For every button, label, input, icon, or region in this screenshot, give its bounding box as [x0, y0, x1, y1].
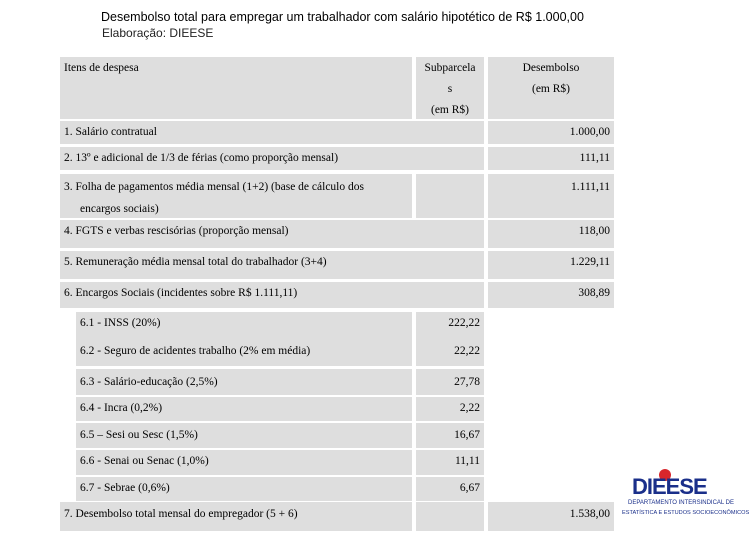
header-desembolso-label-2: (em R$): [531, 83, 570, 95]
subrow-5-value: 16,67: [454, 429, 480, 441]
page-title: Desembolso total para empregar um trabalhador com salário hipotético de R$ 1.000,00: [101, 10, 584, 24]
row-6-label: 6. Encargos Sociais (incidentes sobre R$ 1.111,11): [64, 287, 298, 299]
subrow-4-value: 2,22: [459, 402, 480, 414]
total-label: 7. Desembolso total mensal do empregador (5 + 6): [64, 508, 298, 520]
total-value: 1.538,00: [569, 508, 610, 520]
subrow-2-label: 6.2 - Seguro de acidentes trabalho (2% em média): [80, 345, 311, 357]
page-subtitle: Elaboração: DIEESE: [102, 26, 214, 40]
row-1-value: 1.000,00: [569, 126, 610, 138]
row-6-value: 308,89: [578, 287, 610, 299]
row-3-mid-cell: [416, 174, 484, 218]
subrow-1-value: 222,22: [448, 317, 480, 329]
subrow-3-label: 6.3 - Salário-educação (2,5%): [80, 376, 218, 388]
row-4-value: 118,00: [578, 225, 610, 237]
subrow-2-value: 22,22: [454, 345, 480, 357]
row-4-label: 4. FGTS e verbas rescisórias (proporção mensal): [64, 225, 289, 237]
row-2-value: 111,11: [579, 152, 610, 164]
subrow-7-label: 6.7 - Sebrae (0,6%): [80, 482, 170, 494]
subrow-6-value: 11,11: [454, 455, 480, 467]
row-5-label: 5. Remuneração média mensal total do trabalhador (3+4): [64, 256, 327, 268]
logo-wordmark: DIEESE: [632, 474, 707, 499]
header-subparcela-label-2: s: [447, 83, 453, 95]
row-3-label-continued: encargos sociais): [80, 203, 159, 215]
subrow-5-label: 6.5 – Sesi ou Sesc (1,5%): [80, 429, 198, 441]
subrow-7-value: 6,67: [459, 482, 480, 494]
row-3-value: 1.111,11: [571, 181, 610, 193]
header-subparcela-label-1: Subparcela: [424, 62, 476, 74]
subrow-1-label: 6.1 - INSS (20%): [80, 317, 161, 329]
dieese-logo: [618, 468, 749, 534]
subrow-4-label: 6.4 - Incra (0,2%): [80, 402, 163, 414]
subrow-6-label: 6.6 - Senai ou Senac (1,0%): [80, 455, 209, 467]
row-5-value: 1.229,11: [570, 256, 610, 268]
logo-tagline-1: DEPARTAMENTO INTERSINDICAL DE: [628, 500, 735, 506]
header-items-label: Itens de despesa: [64, 62, 139, 74]
logo-tagline-2: ESTATÍSTICA E ESTUDOS SOCIOECONÔMICOS: [622, 510, 749, 516]
subrow-3-value: 27,78: [454, 376, 480, 388]
row-2-label: 2. 13º e adicional de 1/3 de férias (como proporção mensal): [64, 152, 339, 164]
row-1-label: 1. Salário contratual: [64, 126, 157, 138]
header-desembolso-label-1: Desembolso: [522, 62, 580, 74]
total-mid-cell: [416, 502, 484, 531]
row-3-label: 3. Folha de pagamentos média mensal (1+2) (base de cálculo dos: [64, 181, 364, 193]
header-subparcela-label-3: (em R$): [430, 104, 469, 116]
